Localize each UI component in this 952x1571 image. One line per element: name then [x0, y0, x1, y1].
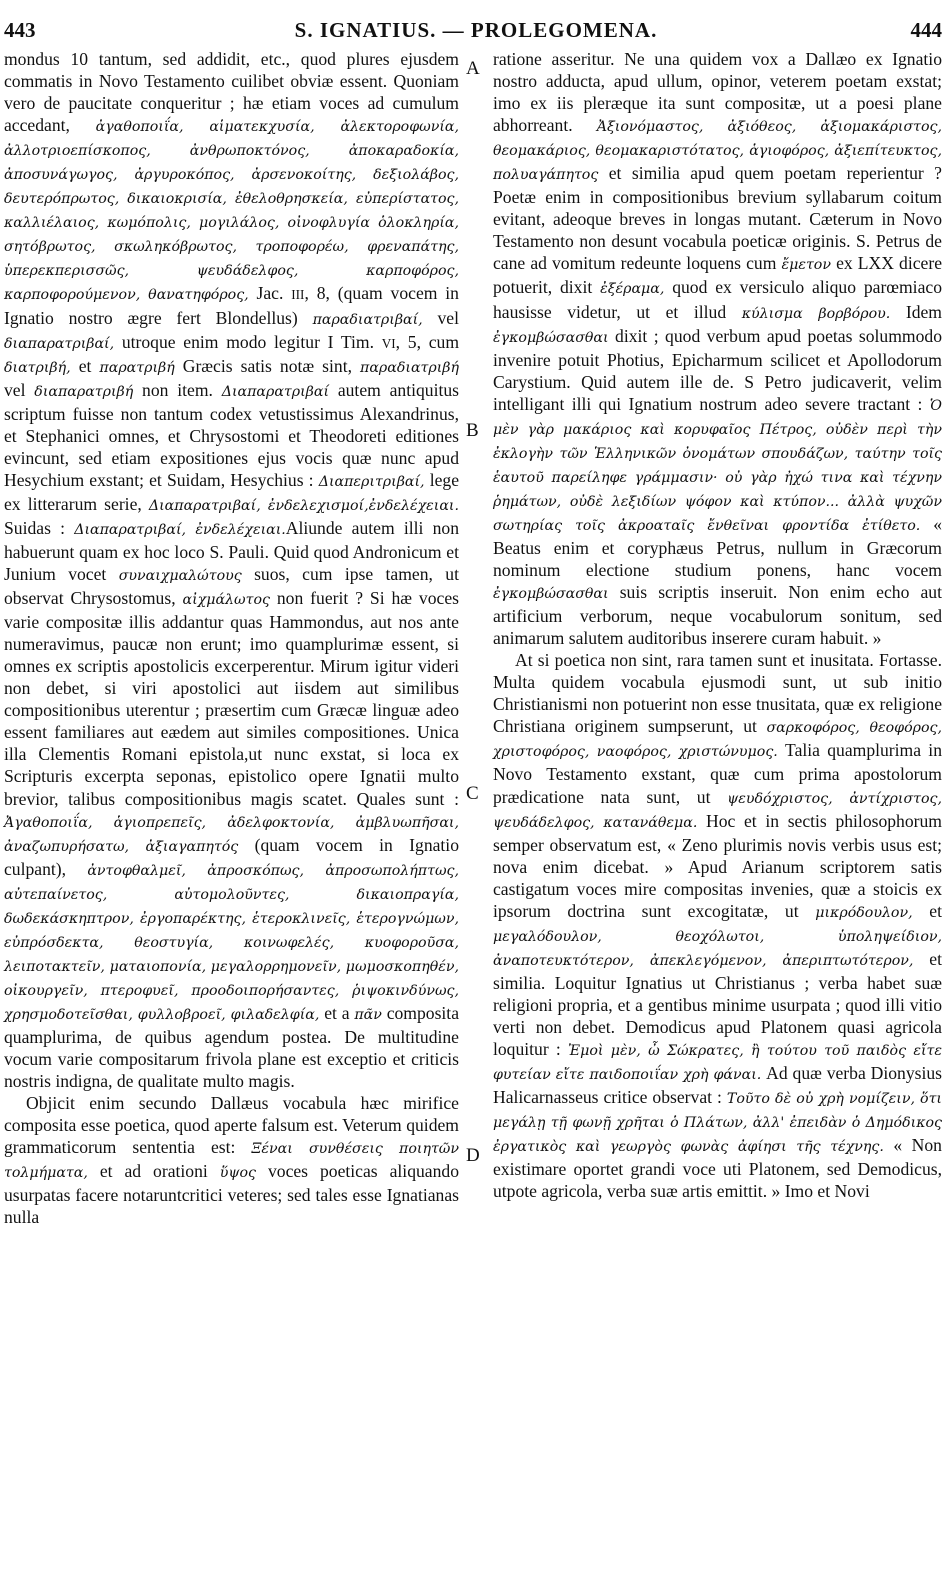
greek-text: Ἀξιονόμαστος, ἀξιόθεος, ἀξιομακάριστος, θεομακάριος, θεομακαριστότατος, ἁγιοφόρος, ἀξιεπίτευκτος, πολυαγάπητος	[493, 119, 942, 184]
text-segment: , 5, cum	[395, 331, 459, 352]
greek-text: ἐξέραμα,	[600, 281, 665, 298]
text-segment: Suidas :	[4, 517, 75, 538]
margin-marker-d: D	[466, 1145, 480, 1166]
greek-text: μικρόδουλον,	[815, 904, 913, 921]
text-segment: et	[70, 355, 100, 376]
page-number-left: 443	[4, 18, 36, 42]
text-segment: et ad orationi	[87, 1161, 220, 1182]
right-paragraph-1	[493, 48, 942, 649]
text-segment: et similia apud quem poetam reperientur ? Poetæ enim in compositionibus brevium syllabarum coitum evitant, adeoque breves in longas mutant. Cæterum in Novo Testamento non desunt vocabula poeticæ originis. S. Petrus de cane ad vomitum redeunte loquens cum	[493, 163, 942, 274]
greek-text: Διαπαρατριβαί	[221, 383, 330, 400]
text-segment: Græcis satis notæ sint,	[174, 355, 361, 376]
right-paragraph-2	[493, 649, 942, 1202]
text-segment: suos, cum ipse tamen, ut observat Chrysostomus,	[4, 564, 459, 609]
text-segment: mondus 10 tantum, sed addidit, etc., quod plures ejusdem commatis in Novo Testamento cuilibet obviæ essent. Quoniam vero de paucitate conqueritur ; hæ etiam voces ad cumulum accedant,	[4, 49, 459, 136]
greek-text: Ξέναι συνθέσεις ποιητῶν τολμήματα,	[4, 1141, 459, 1182]
greek-text: σαρκοφόρος, θεοφόρος, χριστοφόρος, ναοφόρος, χριστώνυμος.	[493, 720, 942, 761]
greek-text: συναιχμαλώτους	[118, 568, 242, 585]
text-segment: quod ex versiculo aliquo parœmiaco hausisse videtur, ut et illud	[493, 277, 942, 322]
greek-text: ἀντοφθαλμεῖ, ἀπροσκόπως, ἀπροσωπολήπτως, αὐτεπαίνετος, αὐτομολοῦντες, δικαιοπραγία, δωδεκάσκηπτρον, ἐργοπαρέκτης, ἑτεροκλινεῖς, ἑτερογνώμων, εὐπρόσδεκτα, θεοστυγία, κοινωφελές, κυοφοροῦσα, λειποτακτεῖν, ματαιοπονία, μεγαλορρημονεῖν, μωμοσκοπηθέν, οἰκουργεῖν, πτεροφυεῖ, προοδοιπορήσαντες, ῥιψοκινδύνως, χρησμοδοτεῖσθαι, φυλλοβροεῖ, φιλαδελφία,	[4, 862, 459, 1023]
text-segment: non item.	[133, 379, 222, 400]
greek-text: ψευδόχριστος, ἀντίχριστος, ψευδάδελφος, κατανάθεμα.	[493, 790, 942, 831]
margin-marker-a: A	[466, 58, 480, 79]
left-column	[4, 48, 459, 1228]
margin-marker-c: C	[466, 783, 479, 804]
text-segment: et a	[319, 1002, 355, 1023]
text-segment: Idem	[890, 301, 942, 322]
text-segment: Objicit enim secundo Dallæus vocabula hæc mirifice composita esse poetica, quod aperte falsum est. Veterum quidem grammaticorum sententia est:	[4, 1093, 459, 1158]
text-segment: Hoc et in sectis philosophorum semper observatum est, « Zeno plurimis novis verbis usus est; nova enim dicebat. » Apud Arianum scriptorem satis castigatum voces mire compositas invenies, quæ a stoicis ex ipsorum doctrina sunt excogitatæ, ut	[493, 810, 942, 921]
greek-text: διαπαρατριβαί,	[4, 335, 115, 352]
page-number-right: 444	[910, 18, 942, 42]
text-segment: , 8, (quam vocem in Ignatio nostro ægre fert Blondellus)	[4, 283, 459, 328]
text-segment: (quam vocem in Ignatio culpant),	[4, 834, 459, 879]
text-segment: non fuerit ? Si hæ voces varie compositæ illis addantur quas Hammondus, aut nos ante numeravimus, paucæ non erunt; imo quamplurimæ essent, si omnes ex scriptis apostolicis excerperentur. Mirum igitur videri non debet, si viri apostolici aut iisdem aut similibus compositionibus uterentur ; præsertim cum Græcæ linguæ adeo essent familiares aut eædem aut similes compositiones. Unica illa Clementis Romani epistola,ut nunc exstat, si loca ex Scripturis excerpta seponas, epistolico opere Ignatii multo brevior, talibus compositionibus magis scatet. Quales sunt :	[4, 588, 459, 809]
text-segment: et	[912, 900, 942, 921]
greek-text: Ἀγαθοποιΐα, ἁγιοπρεπεῖς, ἀδελφοκτονία, ἀμβλυωπῆσαι, ἀναζωπυρήσατω, ἀξιαγαπητός	[4, 814, 459, 855]
greek-text: διατριβή,	[4, 359, 71, 376]
text-segment: voces poeticas aliquando usurpatas facere notaruntcritici veteres; sed tales esse Ignatianas nulla	[4, 1161, 459, 1228]
text-segment: vel	[422, 307, 459, 328]
greek-text: ἀγαθοποιΐα, αἱματεκχυσία, ἀλεκτοροφωνία, ἀλλοτριοεπίσκοπος, ἀνθρωποκτόνος, ἀποκαραδοκία, ἀποσυνάγωγος, ἀργυροκόπος, ἀρσενοκοίτης, δεξιολάβος, δευτερόπρωτος, δικαιοκρισία, ἐθελοθρησκεία, εὐπερίστατος, καλλιέλαιος, κωμόπολις, μογιλάλος, οἰνοφλυγία ὁλοκληρία, σητόβρωτος, σκωληκόβρωτος, τροποφορέω, φρεναπάτης, ὑπερεκπερισσῶς, ψευδάδελφος, καρποφόρος, καρποφορούμενον, θανατηφόρος,	[4, 119, 459, 304]
greek-text: Τοῦτο δὲ οὐ χρὴ νομίζειν, ὅτι μεγάλῃ τῇ φωνῇ χρῆται ὁ Πλάτων, ἀλλ' ἐπειδὰν ὁ Δημόδικος ἐργατικὸς καὶ γεωργὸς φωνὰς ἀφίησι τῆς τέχνης.	[493, 1091, 942, 1156]
greek-text: παραδιατριβή	[360, 359, 459, 376]
text-segment: dixit ; quod verbum apud poetas solummodo invenire potuit Photius, Epicharmum scilicet et Apollodorum Carystium. Quid autem ille de. S Petro judicaverit, velim intelligant illi qui Ignatium nostrum adeo severe tractant :	[493, 325, 942, 414]
left-paragraph-2	[4, 1092, 459, 1228]
text-segment: utroque enim modo legitur I Tim.	[114, 331, 382, 352]
greek-text: πᾶν	[354, 1006, 382, 1023]
text-segment: « Non existimare oportet grandi voce uti Platonem, sed Demodicus, utpote agricola, verba suæ artis emittit. » Imo et Novi	[493, 1135, 942, 1202]
text-segment: et similia. Loquitur Ignatius ut Christianus ; verba habet suæ religioni propria, et a gentibus minime usurpata ; quod illi vitio verti non debet. Demodicus apud Platonem quasi agricola loquitur :	[493, 948, 942, 1060]
text-segment: ex LXX dicere potuerit, dixit	[493, 253, 942, 298]
greek-text: παρατριβή	[99, 359, 175, 376]
greek-text: διαπαρατριβή	[34, 383, 134, 400]
text-segment: vel	[4, 379, 35, 400]
text-segment: ratione asseritur. Ne una quidem vox a Dallæo ex Ignatio nostro adducta, apud ullum, opinor, veterem poetam exstat; imo ex iis pleræque ita sunt compositæ, ut a poesi plane abhorreant.	[493, 49, 942, 136]
text-segment: Ad quæ verba Dionysius Halicarnasseus critice observat :	[493, 1063, 942, 1108]
greek-text: μεγαλόδουλον, θεοχόλωτοι, ὑποληψείδιον, ἀναποτευκτότερον, ἀπεκλεγόμενον, ἀπεριπτωτότερον,	[493, 928, 942, 969]
greek-text: Ἐμοὶ μὲν, ὦ Σώκρατες, ἢ τούτου τοῦ παιδὸς εἴτε φυτείαν εἴτε παιδοποιΐαν χρὴ φάναι.	[493, 1043, 942, 1084]
text-segment: composita quamplurima, de quibus agendum postea. De multitudine vocum varie compositarum frivola plane est exceptio et criticis nostris indigna, de qualitate multo magis.	[4, 1002, 460, 1092]
greek-text: κύλισμα βορβόρου.	[741, 305, 891, 322]
text-segment: lege ex litterarum serie,	[4, 469, 460, 514]
right-column	[493, 48, 942, 1202]
greek-text: Ὁ μὲν γὰρ μακάριος καὶ κορυφαῖος Πέτρος, οὐδὲν περὶ τὴν ἐκλογὴν τῶν Ἑλληνικῶν ὀνομάτων σπουδάζων, ταύτην τοῖς ἑαυτοῦ παρείληφε γράμμασιν· οὐ γὰρ ἠχώ τινα καὶ τέχνην ῥημάτων, οὐδὲ λεξιδίων ψόφον καὶ κτύπον... ἀλλὰ ψυχῶν σωτηρίας τοῖς ἀκροαταῖς ἔνθεῖναι φροντίδα ἐτίθετο.	[493, 397, 942, 534]
margin-marker-b: B	[466, 420, 479, 441]
running-header	[0, 14, 952, 44]
left-paragraph-1	[4, 48, 459, 1092]
greek-text: ἐγκομβώσασθαι	[493, 329, 609, 346]
greek-text: Διαπαρατριβαί, ἐνδελεχισμοί,ἐνδελέχειαι.	[148, 497, 460, 514]
text-segment: At si poetica non sint, rara tamen sunt et inusitata. Fortasse. Multa quidem vocabula ejusmodi sunt, ut sub initio Christianismi non potuerint non esse tnusitata, quæ ex religione Christiana originem sumpserunt, ut	[493, 650, 942, 737]
text-segment: Aliunde autem illi non habuerunt quam ex hoc loco S. Pauli. Quid quod Andronicum et Junium vocet	[4, 517, 459, 585]
greek-text: ἔμετον	[781, 257, 831, 274]
roman-numeral: III	[291, 287, 305, 303]
running-title: S. IGNATIUS. — PROLEGOMENA.	[294, 18, 658, 42]
text-segment: suis scriptis inseruit. Non enim echo aut artificium verborum, neque vocabulorum sonitum, sed animarum salutem auditoribus inserere curam habuit. »	[493, 582, 942, 649]
text-segment: Jac.	[248, 283, 292, 304]
greek-text: αἰχμάλωτος	[182, 592, 270, 609]
greek-text: ὕψος	[219, 1165, 256, 1182]
text-segment: Talia quamplurima in Novo Testamento exstant, quæ cum prima apostolorum prædicatione nata sunt, ut	[493, 740, 942, 807]
greek-text: παραδιατριβαί,	[312, 311, 423, 328]
greek-text: ἐγκομβώσασθαι	[493, 586, 609, 603]
text-segment: « Beatus enim et coryphæus Petrus, nullum in Græcorum nominum electione studium ponens, hanc vocem	[493, 513, 943, 581]
roman-numeral: VI	[381, 335, 396, 351]
greek-text: Διαπαρατριβαί, ἐνδελέχειαι.	[74, 521, 286, 538]
text-segment: autem antiquitus scriptum fuisse non tantum codex vetustissimus Alexandrinus, et Stephanici omnes, et Chrysostomi et Theodoreti editiones evincunt, sed etiam expositiones ejus vocis quæ nunc apud Hesychium exstant; et Suidam, Hesychius :	[4, 379, 459, 490]
greek-text: Διαπεριτριβαί,	[318, 473, 425, 490]
